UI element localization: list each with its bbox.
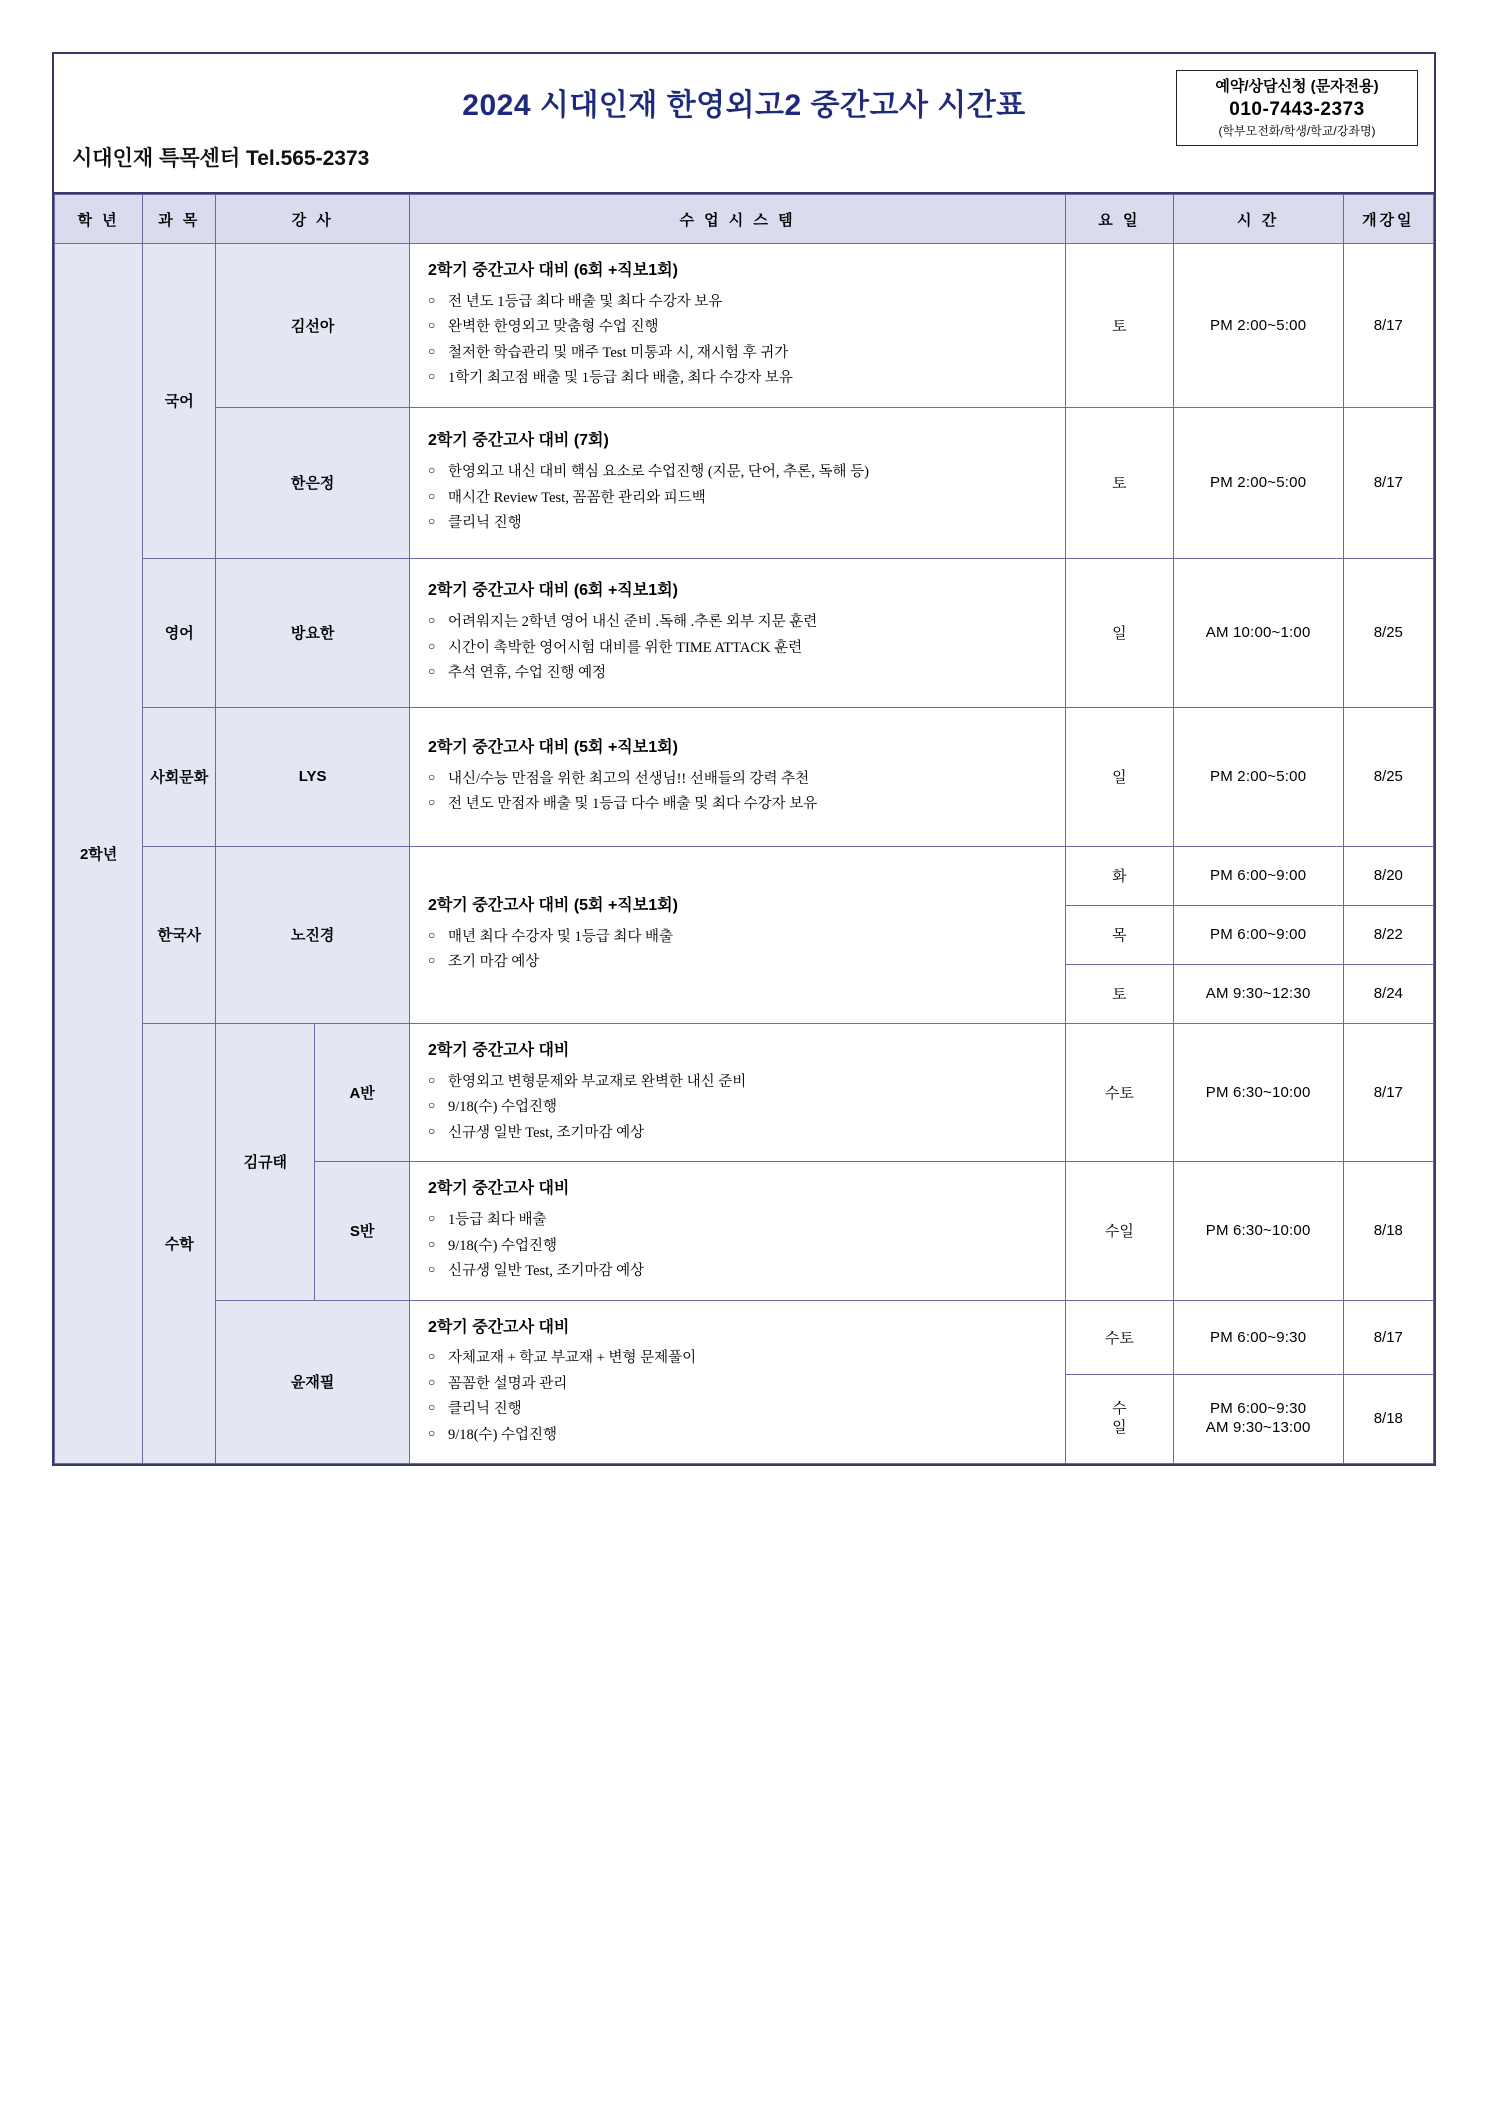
cell-day: 토 xyxy=(1066,244,1174,408)
cell-time: PM 6:30~10:00 xyxy=(1173,1023,1343,1161)
cell-subject-english: 영어 xyxy=(143,558,216,707)
table-row xyxy=(55,1300,1434,1374)
center-contact-line: 시대인재 특목센터 Tel.565-2373 xyxy=(72,147,370,170)
cell-teacher-lys: LYS xyxy=(216,707,410,846)
system-head: 2학기 중간고사 대비 (5회 +직보1회) xyxy=(427,896,678,914)
bullet: ○ 클리닉 진행 xyxy=(428,1398,1049,1421)
cell-day: 일 xyxy=(1066,707,1174,846)
cell-start-date: 8/18 xyxy=(1343,1162,1433,1300)
cell-time xyxy=(1173,1374,1343,1464)
cell-time: PM 6:30~10:00 xyxy=(1173,1162,1343,1300)
cell-start-date: 8/17 xyxy=(1343,1023,1433,1161)
cell-time: PM 2:00~5:00 xyxy=(1173,407,1343,558)
cell-time: AM 9:30~12:30 xyxy=(1173,964,1343,1023)
reservation-contact-box xyxy=(1176,70,1418,146)
bullet: ○ 꼼꼼한 설명과 관리 xyxy=(428,1373,1049,1396)
time-line: AM 9:30~13:00 xyxy=(1205,1418,1311,1436)
bullet: ○ 신규생 일반 Test, 조기마감 예상 xyxy=(428,1260,1049,1283)
col-day: 요 일 xyxy=(1066,195,1174,244)
system-bullets xyxy=(428,1071,1049,1145)
cell-start-date: 8/17 xyxy=(1343,244,1433,408)
cell-system xyxy=(409,407,1065,558)
col-grade: 학 년 xyxy=(55,195,143,244)
bullet: ○ 1학기 최고점 배출 및 1등급 최다 배출, 최다 수강자 보유 xyxy=(428,367,1049,390)
bullet: ○ 신규생 일반 Test, 조기마감 예상 xyxy=(428,1122,1049,1145)
bullet: ○ 9/18(수) 수업진행 xyxy=(428,1424,1049,1447)
cell-day: 토 xyxy=(1066,964,1174,1023)
bullet: ○ 한영외고 내신 대비 핵심 요소로 수업진행 (지문, 단어, 추론, 독해 등) xyxy=(428,461,1049,484)
cell-start-date: 8/20 xyxy=(1343,846,1433,905)
system-bullets xyxy=(428,1209,1049,1283)
cell-time: PM 6:00~9:30 xyxy=(1173,1300,1343,1374)
system-head: 2학기 중간고사 대비 xyxy=(427,1180,570,1198)
time-line: PM 6:00~9:30 xyxy=(1210,1400,1307,1418)
table-row xyxy=(55,707,1434,846)
cell-day: 수토 xyxy=(1066,1300,1174,1374)
system-bullets xyxy=(428,291,1049,391)
system-head: 2학기 중간고사 대비 xyxy=(427,1041,570,1059)
bullet: ○ 한영외고 변형문제와 부교재로 완벽한 내신 준비 xyxy=(428,1071,1049,1094)
col-time: 시 간 xyxy=(1173,195,1343,244)
bullet: ○ 자체교재 + 학교 부교재 + 변형 문제풀이 xyxy=(428,1347,1049,1370)
schedule-table xyxy=(54,194,1434,1464)
table-row xyxy=(55,558,1434,707)
col-teacher: 강 사 xyxy=(216,195,410,244)
cell-system xyxy=(409,244,1065,408)
cell-start-date: 8/22 xyxy=(1343,905,1433,964)
cell-system xyxy=(409,846,1065,1023)
cell-subject-social: 사회문화 xyxy=(143,707,216,846)
bullet: ○ 완벽한 한영외고 맞춤형 수업 진행 xyxy=(428,316,1049,339)
cell-start-date: 8/17 xyxy=(1343,407,1433,558)
cell-system xyxy=(409,1300,1065,1464)
cell-day: 수일 xyxy=(1066,1162,1174,1300)
day-line: 수 xyxy=(1112,1400,1127,1418)
cell-teacher-kimgyutae: 김규태 xyxy=(216,1023,315,1300)
system-head: 2학기 중간고사 대비 (6회 +직보1회) xyxy=(427,582,678,600)
cell-subject-korean: 국어 xyxy=(143,244,216,559)
bullet: ○ 시간이 촉박한 영어시험 대비를 위한 TIME ATTACK 훈련 xyxy=(428,637,1049,660)
cell-system xyxy=(409,1023,1065,1161)
cell-start-date: 8/25 xyxy=(1343,558,1433,707)
table-row xyxy=(55,846,1434,905)
cell-day: 화 xyxy=(1066,846,1174,905)
system-bullets xyxy=(428,461,1049,535)
cell-teacher-bangyohan: 방요한 xyxy=(216,558,410,707)
bullet: ○ 9/18(수) 수업진행 xyxy=(428,1235,1049,1258)
contact-label: 예약/상담신청 (문자전용) xyxy=(1215,78,1379,95)
table-row xyxy=(55,1023,1434,1161)
cell-teacher-kimseona: 김선아 xyxy=(216,244,410,408)
bullet: ○ 전 년도 1등급 최다 배출 및 최다 수강자 보유 xyxy=(428,291,1049,314)
cell-time: AM 10:00~1:00 xyxy=(1173,558,1343,707)
cell-teacher-nojingyeong: 노진경 xyxy=(216,846,410,1023)
cell-teacher-yunjaepil: 윤재필 xyxy=(216,1300,410,1464)
col-start: 개강일 xyxy=(1343,195,1433,244)
cell-class-a: A반 xyxy=(315,1023,410,1161)
bullet: ○ 전 년도 만점자 배출 및 1등급 다수 배출 및 최다 수강자 보유 xyxy=(428,793,1049,816)
col-system: 수 업 시 스 템 xyxy=(409,195,1065,244)
table-row xyxy=(55,244,1434,408)
cell-day: 토 xyxy=(1066,407,1174,558)
cell-start-date: 8/24 xyxy=(1343,964,1433,1023)
cell-day xyxy=(1066,1374,1174,1464)
cell-time: PM 2:00~5:00 xyxy=(1173,707,1343,846)
bullet: ○ 매년 최다 수강자 및 1등급 최다 배출 xyxy=(428,926,1049,949)
contact-note: (학부모전화/학생/학교/강좌명) xyxy=(1218,123,1376,138)
bullet: ○ 매시간 Review Test, 꼼꼼한 관리와 피드백 xyxy=(428,487,1049,510)
bullet: ○ 1등급 최다 배출 xyxy=(428,1209,1049,1232)
cell-time: PM 2:00~5:00 xyxy=(1173,244,1343,408)
bullet: ○ 조기 마감 예상 xyxy=(428,951,1049,974)
cell-class-s: S반 xyxy=(315,1162,410,1300)
bullet: ○ 내신/수능 만점을 위한 최고의 선생님!! 선배들의 강력 추천 xyxy=(428,768,1049,791)
cell-system xyxy=(409,707,1065,846)
cell-time: PM 6:00~9:00 xyxy=(1173,846,1343,905)
cell-system xyxy=(409,558,1065,707)
col-subject: 과 목 xyxy=(143,195,216,244)
table-row xyxy=(55,407,1434,558)
cell-start-date: 8/25 xyxy=(1343,707,1433,846)
cell-subject-history: 한국사 xyxy=(143,846,216,1023)
cell-start-date: 8/17 xyxy=(1343,1300,1433,1374)
contact-phone: 010-7443-2373 xyxy=(1229,99,1365,121)
bullet: ○ 클리닉 진행 xyxy=(428,512,1049,535)
bullet: ○ 철저한 학습관리 및 매주 Test 미통과 시, 재시험 후 귀가 xyxy=(428,342,1049,365)
bullet: ○ 어려워지는 2학년 영어 내신 준비 .독해 .추론 외부 지문 훈련 xyxy=(428,611,1049,634)
cell-teacher-haneunjeong: 한은정 xyxy=(216,407,410,558)
cell-day: 수토 xyxy=(1066,1023,1174,1161)
system-bullets xyxy=(428,768,1049,817)
cell-grade: 2학년 xyxy=(55,244,143,1464)
system-head: 2학기 중간고사 대비 (7회) xyxy=(427,432,609,450)
cell-start-date: 8/18 xyxy=(1343,1374,1433,1464)
document-header xyxy=(54,54,1434,194)
cell-day: 일 xyxy=(1066,558,1174,707)
table-header-row xyxy=(55,195,1434,244)
bullet: ○ 추석 연휴, 수업 진행 예정 xyxy=(428,662,1049,685)
system-head: 2학기 중간고사 대비 (6회 +직보1회) xyxy=(427,262,678,279)
cell-system xyxy=(409,1162,1065,1300)
cell-subject-math: 수학 xyxy=(143,1023,216,1464)
day-line: 일 xyxy=(1112,1418,1127,1436)
system-head: 2학기 중간고사 대비 (5회 +직보1회) xyxy=(427,738,678,756)
cell-day: 목 xyxy=(1066,905,1174,964)
page-title: 2024 시대인재 한영외고2 중간고사 시간표 xyxy=(462,89,1026,122)
cell-time: PM 6:00~9:00 xyxy=(1173,905,1343,964)
system-bullets xyxy=(428,926,1049,975)
system-head: 2학기 중간고사 대비 xyxy=(427,1318,570,1336)
bullet: ○ 9/18(수) 수업진행 xyxy=(428,1096,1049,1119)
system-bullets xyxy=(428,611,1049,685)
system-bullets xyxy=(428,1347,1049,1447)
schedule-sheet xyxy=(52,52,1436,1466)
